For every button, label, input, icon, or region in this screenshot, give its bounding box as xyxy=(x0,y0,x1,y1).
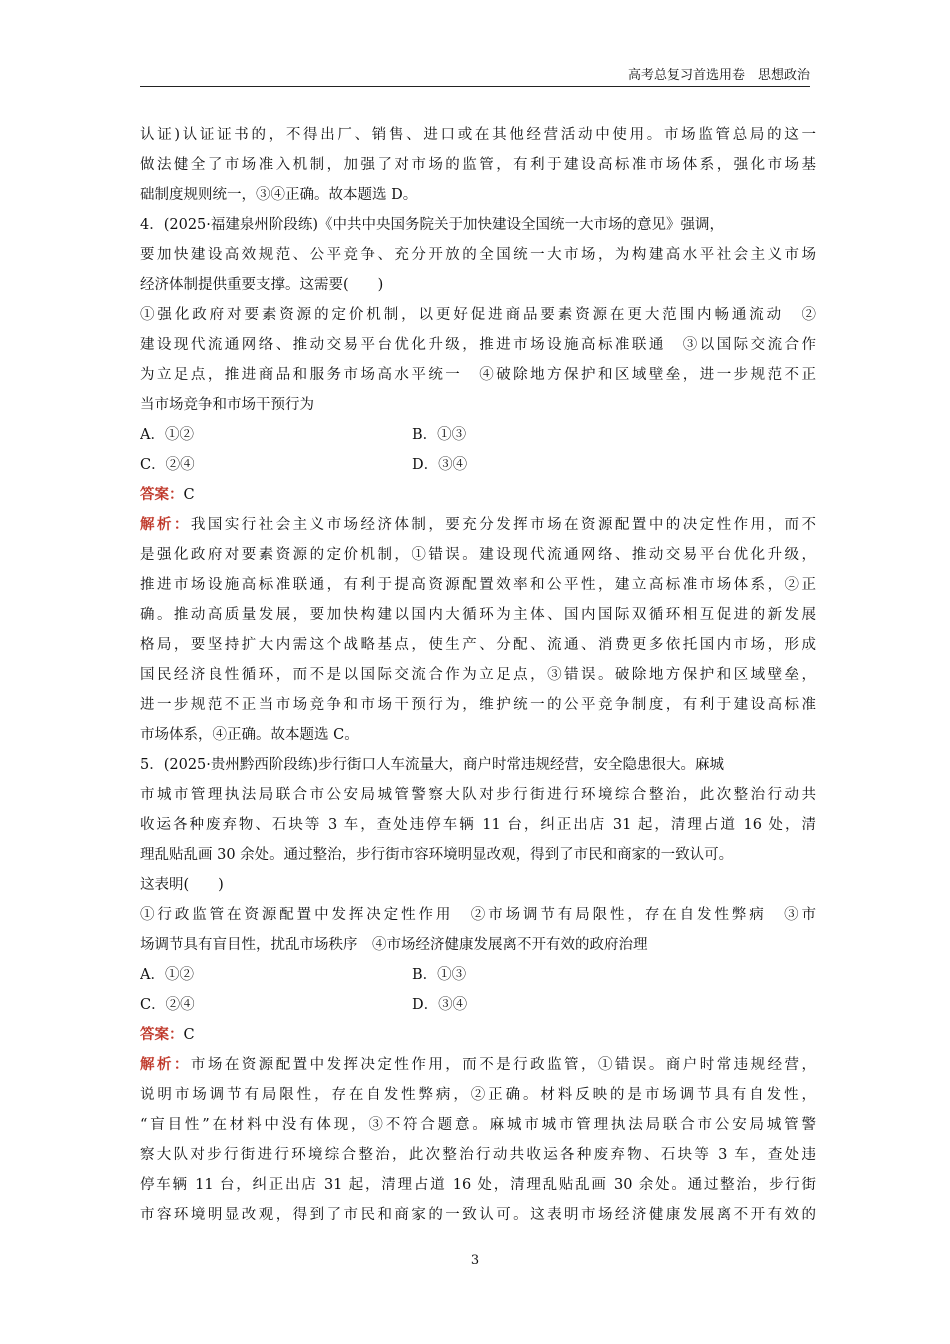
analysis-line: 停车辆 11 台，纠正出店 31 起，清理占道 16 处，清理乱贴乱画 30 余处。通过整治，步行街 xyxy=(140,1177,816,1193)
analysis-line xyxy=(140,1050,816,1080)
statement-line: 建设现代流通网络、推动交易平台优化升级，推进市场设施高标准联通 ③以国际交流合作 xyxy=(140,337,816,353)
answer-label: 答案： xyxy=(140,486,184,503)
option-a: A．①② xyxy=(140,427,194,443)
page-number: 3 xyxy=(470,1253,480,1268)
question-5 xyxy=(140,750,816,1230)
answer-label: 答案： xyxy=(140,1026,184,1043)
header-divider xyxy=(140,86,810,87)
analysis-line: 推进市场设施高标准联通，有利于提高资源配置效率和公平性，建立高标准市场体系，②正 xyxy=(140,577,816,593)
answer-line xyxy=(140,1020,816,1050)
analysis-line: 说明市场调节有局限性，存在自发性弊病，②正确。材料反映的是市场调节具有自发性， xyxy=(140,1087,816,1103)
answer-value: C xyxy=(183,1027,195,1043)
text-line: 认证)认证证书的，不得出厂、销售、进口或在其他经营活动中使用。市场监管总局的这一 xyxy=(140,127,816,143)
statement-line: 为立足点，推进商品和服务市场高水平统一 ④破除地方保护和区域壁垒，进一步规范不正 xyxy=(140,367,816,383)
question-4 xyxy=(140,210,816,750)
analysis-text: 市场在资源配置中发挥决定性作用，而不是行政监管，①错误。商户时常违规经营， xyxy=(190,1057,816,1073)
options-row xyxy=(140,960,816,990)
answer-line xyxy=(140,480,816,510)
option-b: B．①③ xyxy=(412,427,467,443)
question-stem-line: 5．(2025·贵州黔西阶段练)步行街口人车流量大，商户时常违规经营，安全隐患很大。麻城 xyxy=(140,757,725,773)
analysis-line xyxy=(140,510,816,540)
analysis-line: 国民经济良性循环，而不是以国际交流合作为立足点，③错误。破除地方保护和区域壁垒， xyxy=(140,667,816,683)
question-stem-line: 这表明( ) xyxy=(140,877,224,893)
analysis-text: 我国实行社会主义市场经济体制，要充分发挥市场在资源配置中的决定性作用，而不 xyxy=(190,517,816,533)
analysis-line: 察大队对步行街进行环境综合整治，此次整治行动共收运各种废弃物、石块等 3 车，查处违 xyxy=(140,1147,816,1163)
statement-line: ①行政监管在资源配置中发挥决定性作用 ②市场调节有局限性，存在自发性弊病 ③市 xyxy=(140,907,816,923)
statement-line: 当市场竞争和市场干预行为 xyxy=(140,397,314,413)
statement-line: 场调节具有盲目性，扰乱市场秩序 ④市场经济健康发展离不开有效的政府治理 xyxy=(140,937,648,953)
option-b: B．①③ xyxy=(412,967,467,983)
answer-value: C xyxy=(183,487,195,503)
page-content xyxy=(140,120,816,1230)
analysis-line: 是强化政府对要素资源的定价机制，①错误。建设现代流通网络、推动交易平台优化升级， xyxy=(140,547,816,563)
analysis-line: 格局，要坚持扩大内需这个战略基点，使生产、分配、流通、消费更多依托国内市场，形成 xyxy=(140,637,816,653)
analysis-line: “盲目性”在材料中没有体现，③不符合题意。麻城市城市管理执法局联合市公安局城管警 xyxy=(140,1117,816,1133)
running-header xyxy=(140,66,810,88)
analysis-line: 确。推动高质量发展，要加快构建以国内大循环为主体、国内国际双循环相互促进的新发展 xyxy=(140,607,816,623)
text-line: 做法健全了市场准入机制，加强了对市场的监管，有利于建设高标准市场体系，强化市场基 xyxy=(140,157,816,173)
question-stem-line: 市城市管理执法局联合市公安局城管警察大队对步行街进行环境综合整治，此次整治行动共 xyxy=(140,787,816,803)
option-c: C．②④ xyxy=(140,997,195,1013)
analysis-label: 解析： xyxy=(140,516,191,533)
question-stem-line: 4．(2025·福建泉州阶段练)《中共中央国务院关于加快建设全国统一大市场的意见》强调， xyxy=(140,217,725,233)
option-c: C．②④ xyxy=(140,457,195,473)
options-row xyxy=(140,990,816,1020)
analysis-label: 解析： xyxy=(140,1056,191,1073)
options-row xyxy=(140,450,816,480)
options-row xyxy=(140,420,816,450)
header-title: 高考总复习首选用卷 思想政治 xyxy=(627,68,810,83)
analysis-line: 市场体系，④正确。故本题选 C。 xyxy=(140,727,359,743)
option-a: A．①② xyxy=(140,967,194,983)
option-d: D．③④ xyxy=(412,457,468,473)
statement-line: ①强化政府对要素资源的定价机制，以更好促进商品要素资源在更大范围内畅通流动 ② xyxy=(140,307,816,323)
question-stem-line: 收运各种废弃物、石块等 3 车，查处违停车辆 11 台，纠正出店 31 起，清理占道 16 处，清 xyxy=(140,817,816,833)
question-stem-line: 理乱贴乱画 30 余处。通过整治，步行街市容环境明显改观，得到了市民和商家的一致认可。 xyxy=(140,847,734,863)
analysis-line: 进一步规范不正当市场竞争和市场干预行为，维护统一的公平竞争制度，有利于建设高标准 xyxy=(140,697,816,713)
analysis-line: 市容环境明显改观，得到了市民和商家的一致认可。这表明市场经济健康发展离不开有效的 xyxy=(140,1207,816,1223)
question-stem-line: 要加快建设高效规范、公平竞争、充分开放的全国统一大市场，为构建高水平社会主义市场 xyxy=(140,247,816,263)
question-stem-line: 经济体制提供重要支撑。这需要( ) xyxy=(140,277,384,293)
text-line: 础制度规则统一，③④正确。故本题选 D。 xyxy=(140,187,418,203)
option-d: D．③④ xyxy=(412,997,468,1013)
